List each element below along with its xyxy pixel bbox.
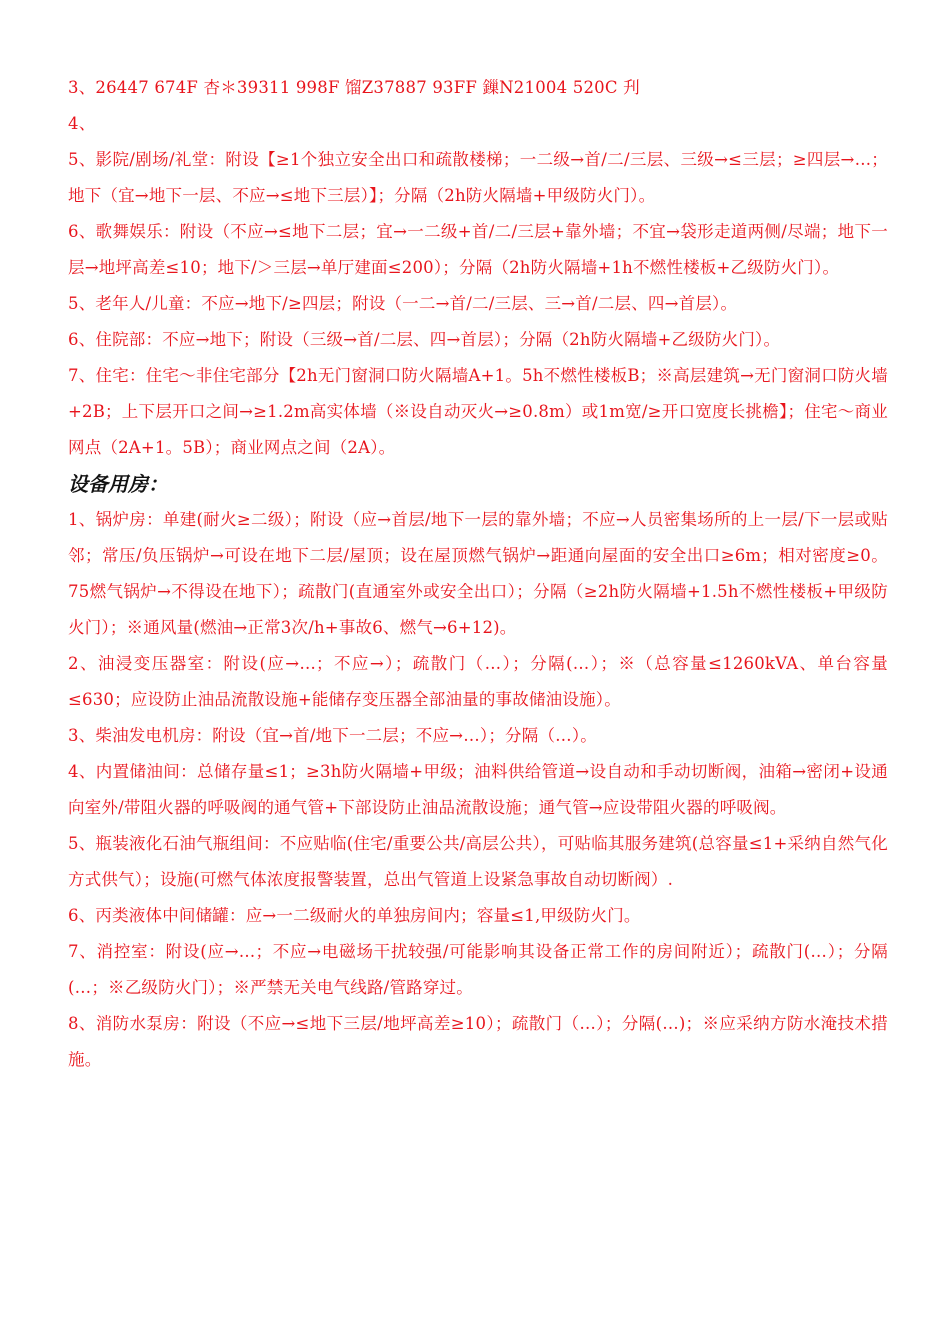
item-elderly-children: 5、老年人/儿童：不应→地下/≥四层；附设（一二→首/二/三层、三→首/二层、四→首层）。 [68,294,738,313]
item-oil-storage-room: 4、内置储油间：总储存量≤1；≥3h防火隔墙+甲级；油料供给管道→设自动和手动切断阀，油箱→密闭+设通向室外/带阻火器的呼吸阀的通气管+下部设防止油品流散设施；通气管→应设带阻火器的呼吸阀。 [68,762,888,817]
item-residential: 7、住宅：住宅～非住宅部分【2h无门窗洞口防火隔墙A+1。5h不燃性楼板B；※高层建筑→无门窗洞口防火墙+2B；上下层开口之间→≥1.2m高实体墙（※设自动灭火→≥0.8m）或1m宽/≥开口宽度长挑檐】；住宅～商业网点（2A+1。5B）；商业网点之间（2A）。 [68,366,888,457]
item-intermediate-tank: 6、丙类液体中间储罐：应→一二级耐火的单独房间内；容量≤1,甲级防火门。 [68,906,641,925]
item-cinema: 5、影院/剧场/礼堂：附设【≥1个独立安全出口和疏散楼梯；一二级→首/二/三层、三级→≤三层；≥四层→…；地下（宜→地下一层、不应→≤地下三层）】；分隔（2h防火隔墙+甲级防火门）。 [68,150,888,205]
item-diesel-generator-room: 3、柴油发电机房：附设（宜→首/地下一二层；不应→…）；分隔（…）。 [68,726,598,745]
item-oil-transformer-room: 2、油浸变压器室：附设(应→…；不应→）；疏散门（…）；分隔(…）；※（总容量≤1260kVA、单台容量≤630；应设防止油品流散设施+能储存变压器全部油量的事故储油设施）。 [68,654,888,709]
section-heading-equipment-rooms: 设备用房： [68,472,168,496]
item-inpatient: 6、住院部：不应→地下；附设（三级→首/二层、四→首层）；分隔（2h防火隔墙+乙级防火门）。 [68,330,781,349]
item-fire-control-room: 7、消控室：附设(应→…；不应→电磁场干扰较强/可能影响其设备正常工作的房间附近）；疏散门(…）；分隔(…；※乙级防火门）；※严禁无关电气线路/管路穿过。 [68,942,888,997]
document-page [68,70,888,1078]
line-4: 4、 [68,114,96,133]
item-fire-pump-room: 8、消防水泵房：附设（不应→≤地下三层/地坪高差≥10）；疏散门（…）；分隔(…)；※应采纳方防水淹技术措施。 [68,1014,888,1069]
item-lpg-cylinder-room: 5、瓶装液化石油气瓶组间：不应贴临(住宅/重要公共/高层公共），可贴临其服务建筑(总容量≤1+采纳自然气化方式供气）；设施(可燃气体浓度报警装置，总出气管道上设紧急事故自动切断阀）. [68,834,888,889]
item-entertainment: 6、歌舞娱乐：附设（不应→≤地下二层；宜→一二级+首/二/三层+靠外墙；不宜→袋形走道两侧/尽端；地下一层→地坪高差≤10；地下/＞三层→单厅建面≤200）；分隔（2h防火隔墙+1h不燃性楼板+乙级防火门）。 [68,222,888,277]
item-boiler-room: 1、锅炉房：单建(耐火≥二级）；附设（应→首层/地下一层的靠外墙；不应→人员密集场所的上一层/下一层或贴邻；常压/负压锅炉→可设在地下二层/屋顶；设在屋顶燃气锅炉→距通向屋面的安全出口≥6m；相对密度≥0。75燃气锅炉→不得设在地下）；疏散门(直通室外或安全出口）；分隔（≥2h防火隔墙+1.5h不燃性楼板+甲级防火门）；※通风量(燃油→正常3次/h+事故6、燃气→6+12)。 [68,510,888,637]
line-3: 3、26447 674F 杏＊39311 998F 馏Z37887 93FF 鏁N21004 520C 刋 [68,78,640,97]
